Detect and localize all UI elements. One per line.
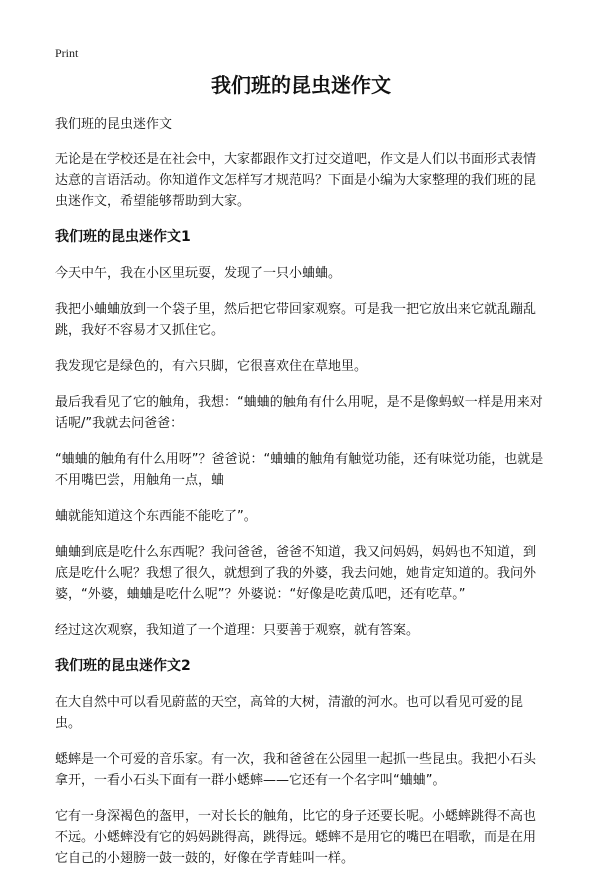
paragraph: 我把小蛐蛐放到一个袋子里，然后把它带回家观察。可是我一把它放出来它就乱蹦乱跳，我好不容易才又抓住它。 [55,302,537,338]
print-link[interactable]: Print [55,46,79,60]
document-body [55,72,547,884]
paragraph: 蟋蟀是一个可爱的音乐家。有一次，我和爸爸在公园里一起抓一些昆虫。我把小石头拿开，一看小石头下面有一群小蟋蟀——它还有一个名字叫“蛐蛐”。 [55,752,537,788]
paragraph: 今天中午，我在小区里玩耍，发现了一只小蛐蛐。 [55,266,342,281]
paragraph: 经过这次观察，我知道了一个道理：只要善于观察，就有答案。 [55,623,420,638]
section-heading-1: 我们班的昆虫迷作文1 [55,229,191,245]
intro-paragraph: 无论是在学校还是在社会中，大家都跟作文打过交道吧，作文是人们以书面形式表情达意的言语活动。你知道作文怎样写才规范吗？下面是小编为大家整理的我们班的昆虫迷作文，希望能够帮助到大家。 [55,152,537,209]
paragraph: 它有一身深褐色的盔甲，一对长长的触角，比它的身子还要长呢。小蟋蟀跳得不高也不远。小蟋蟀没有它的妈妈跳得高，跳得远。蟋蟀不是用它的嘴巴在唱歌，而是在用它自己的小翅膀一鼓一鼓的，好像在学青蛙叫一样。 [55,809,537,866]
paragraph: 蛐蛐到底是吃什么东西呢？我问爸爸，爸爸不知道，我又问妈妈，妈妈也不知道，到底是吃什么呢？我想了很久，就想到了我的外婆，我去问她，她肯定知道的。我问外婆，“外婆，蛐蛐是吃什么呢”？外婆说：“好像是吃黄瓜吧，还有吃草。” [55,545,537,602]
paragraph: 我发现它是绿色的，有六只脚，它很喜欢住在草地里。 [55,359,368,374]
paragraph: 在大自然中可以看见蔚蓝的天空，高耸的大树，清澈的河水。也可以看见可爱的昆虫。 [55,695,524,731]
subtitle: 我们班的昆虫迷作文 [55,117,173,132]
paragraph: 最后我看见了它的触角，我想：“蛐蛐的触角有什么用呢，是不是像蚂蚁一样是用来对话呢/”我就去问爸爸： [55,395,543,431]
page-title: 我们班的昆虫迷作文 [211,73,391,97]
paragraph: 蛐就能知道这个东西能不能吃了”。 [55,509,257,524]
section-heading-2: 我们班的昆虫迷作文2 [55,658,191,674]
paragraph: “蛐蛐的触角有什么用呀”？爸爸说：“蛐蛐的触角有触觉功能，还有味觉功能，也就是不用嘴巴尝，用触角一点，蛐 [55,452,544,488]
